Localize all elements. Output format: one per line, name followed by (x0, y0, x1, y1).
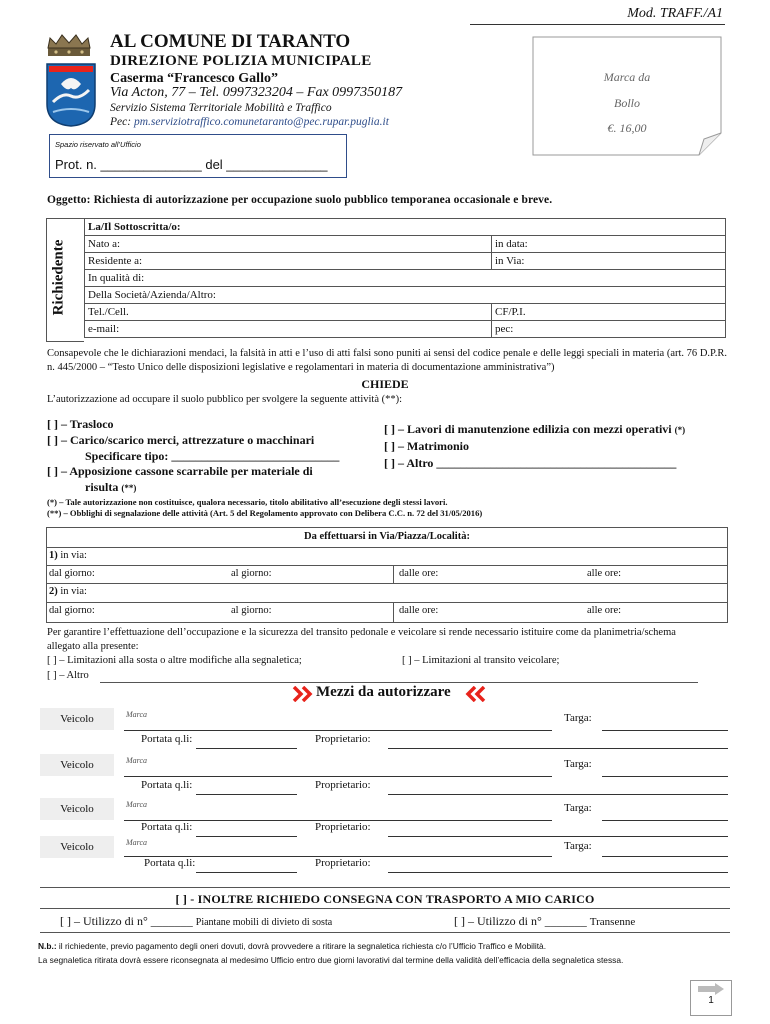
checkbox-limitazioni-sosta[interactable]: [ ] – Limitazioni alla sosta o altre modifiche alla segnaletica; (47, 655, 302, 666)
risulta-text: risulta (85, 480, 119, 494)
transenne-qty: [ ] – Utilizzo di n° _______ (454, 914, 590, 928)
row-rule-3 (47, 583, 727, 584)
proprietario-label: Proprietario: (315, 857, 371, 869)
via-2-num: 2) (49, 586, 58, 597)
transenne-label: Transenne (589, 916, 636, 928)
portata-field[interactable] (196, 748, 297, 749)
nato-field[interactable]: Nato a: (85, 236, 492, 253)
comune-title: AL COMUNE DI TARANTO (110, 31, 351, 52)
inoltre-rule-3 (40, 932, 730, 933)
autorizzazione-text: L’autorizzazione ad occupare il suolo pubblico per svolgere la seguente attività (**): (47, 394, 403, 405)
checkbox-trasloco[interactable]: [ ] – Trasloco (47, 417, 114, 431)
qualita-field[interactable]: In qualità di: (85, 270, 726, 287)
lavori-text: [ ] – Lavori di manutenzione edilizia con mezzi operativi (384, 422, 672, 436)
altro-line (100, 682, 698, 683)
caserma-line: Caserma “Francesco Gallo” (110, 71, 278, 86)
sottoscritta-label: La/Il Sottoscritta/o: (85, 219, 726, 236)
via-1-field[interactable] (49, 550, 87, 561)
veicolo-label: Veicolo (40, 754, 114, 776)
marca-label: Marca (126, 838, 148, 847)
portata-label: Portata q.li: (141, 821, 193, 833)
societa-field[interactable]: Della Società/Azienda/Altro: (85, 287, 726, 304)
via-2-label: in via: (57, 586, 87, 597)
targa-label: Targa: (564, 802, 592, 814)
veicolo-label: Veicolo (40, 798, 114, 820)
via-1-label: in via: (57, 550, 87, 561)
piantane-qty: [ ] – Utilizzo di n° _______ (60, 914, 196, 928)
residente-field[interactable]: Residente a: (85, 253, 492, 270)
pec-label: Pec: (110, 116, 134, 128)
address-line: Via Acton, 77 – Tel. 0997323204 – Fax 0997350187 (110, 85, 403, 100)
inoltre-rule-2 (40, 908, 730, 909)
alle-ore-1[interactable]: alle ore: (587, 568, 622, 579)
dal-giorno-2[interactable]: dal giorno: (49, 605, 95, 616)
lavori-mark: (*) (674, 425, 686, 435)
checkbox-carico-scarico[interactable]: [ ] – Carico/scarico merci, attrezzature o macchinari (47, 433, 315, 447)
via-2-field[interactable] (49, 586, 87, 597)
oggetto-line: Oggetto: Richiesta di autorizzazione per occupazione suolo pubblico temporanea occasionale e breve. (47, 194, 553, 206)
checkbox-inoltre-consegna[interactable]: [ ] - INOLTRE RICHIEDO CONSEGNA CON TRASPORTO A MIO CARICO (175, 892, 595, 906)
in-data-field[interactable]: in data: (492, 236, 726, 253)
targa-label: Targa: (564, 840, 592, 852)
garantire-text: Per garantire l’effettuazione dell’occupazione e la sicurezza del transito pedonale e veicolare si rende necessario istituire come da planimetria/schema allegato alla presente: (47, 627, 676, 652)
checkbox-matrimonio[interactable]: [ ] – Matrimonio (384, 439, 469, 453)
marca-label: Marca (126, 756, 148, 765)
checkbox-piantane[interactable] (60, 914, 332, 929)
top-rule (470, 24, 725, 25)
nb-text-1: il richiedente, previo pagamento degli oneri dovuti, dovrà provvedere a ritirare la segnaletica richiesta c/o l’Ufficio Traffico e Mobilità. (56, 941, 547, 951)
targa-field[interactable] (602, 730, 728, 731)
note-1: (*) – Tale autorizzazione non costituisce, qualora necessario, titolo abilitativo all’esecuzione degli stessi lavori. (47, 497, 448, 507)
dalle-ore-1[interactable]: dalle ore: (399, 568, 439, 579)
luogo-title: Da effettuarsi in Via/Piazza/Località: (304, 531, 470, 542)
portata-label: Portata q.li: (141, 779, 193, 791)
mod-label: Mod. TRAFF./A1 (627, 6, 723, 21)
servizio-line: Servizio Sistema Territoriale Mobilità e Traffico (110, 102, 332, 114)
chiede-title: CHIEDE (361, 377, 409, 391)
row-rule-4 (47, 602, 727, 603)
checkbox-limitazioni-transito[interactable]: [ ] – Limitazioni al transito veicolare; (402, 655, 560, 666)
proprietario-label: Proprietario: (315, 733, 371, 745)
col-rule-1 (393, 565, 394, 583)
vehicle-row-1 (0, 708, 770, 754)
checkbox-altro-attivita[interactable]: [ ] – Altro ________________________________________ (384, 456, 677, 470)
mezzi-title: Mezzi da autorizzare (316, 684, 451, 700)
richiedente-label: Richiedente (50, 239, 67, 316)
marca-da-bollo-box (532, 36, 722, 156)
bollo-line3: €. 16,00 (607, 121, 647, 135)
al-giorno-2[interactable]: al giorno: (231, 605, 272, 616)
via-1-num: 1) (49, 550, 58, 561)
al-giorno-1[interactable]: al giorno: (231, 568, 272, 579)
pec-field[interactable]: pec: (492, 321, 726, 338)
portata-label: Portata q.li: (141, 733, 193, 745)
marca-field[interactable] (124, 776, 552, 777)
vehicle-row-4 (0, 836, 770, 882)
checkbox-apposizione[interactable]: [ ] – Apposizione cassone scarrabile per materiale di (47, 464, 313, 478)
proprietario-field[interactable] (388, 794, 728, 795)
consapevole-text: Consapevole che le dichiarazioni mendaci, la falsità in atti e l’uso di atti falsi sono puniti ai sensi del codice penale e delle leggi speciali in materia (art. 76 D.P.R. n. 445/2000 – “Testo Unico delle disposizioni legislative e regolamentari in materia di documentazione amministrativa”) (47, 348, 727, 373)
cf-field[interactable]: CF/P.I. (492, 304, 726, 321)
pec-line (110, 116, 389, 128)
specificare-tipo-field[interactable]: Specificare tipo: ____________________________ (85, 449, 340, 463)
checkbox-lavori[interactable] (384, 422, 685, 437)
luogo-table (46, 527, 728, 623)
right-chevron-icon (292, 686, 316, 707)
piantane-label: Piantane mobili di divieto di sosta (195, 917, 333, 928)
marca-field[interactable] (124, 730, 552, 731)
coat-of-arms-icon (45, 62, 97, 128)
targa-field[interactable] (602, 820, 728, 821)
email-field[interactable]: e-mail: (85, 321, 492, 338)
proprietario-label: Proprietario: (315, 779, 371, 791)
nb-line-1 (38, 941, 546, 951)
page-number: 1 (708, 995, 714, 1006)
richiedente-table (84, 218, 726, 338)
ufficio-label: Spazio riservato all’Ufficio (55, 140, 141, 149)
marca-label: Marca (126, 710, 148, 719)
dal-giorno-1[interactable]: dal giorno: (49, 568, 95, 579)
targa-field[interactable] (602, 856, 728, 857)
risulta-mark: (**) (121, 483, 137, 493)
in-via-field[interactable]: in Via: (492, 253, 726, 270)
targa-label: Targa: (564, 712, 592, 724)
veicolo-label: Veicolo (40, 708, 114, 730)
inoltre-rule (40, 887, 730, 888)
crown-icon (44, 32, 94, 58)
portata-label: Portata q.li: (144, 857, 196, 869)
targa-label: Targa: (564, 758, 592, 770)
row-rule-2 (47, 565, 727, 566)
targa-field[interactable] (602, 776, 728, 777)
row-rule-1 (47, 547, 727, 548)
proprietario-field[interactable] (388, 748, 728, 749)
marca-label: Marca (126, 800, 148, 809)
vehicle-row-2 (0, 754, 770, 800)
richiedente-side (46, 218, 71, 342)
note-2: (**) – Obblighi di segnalazione delle attività (Art. 5 del Regolamento approvato con Delibera C.C. n. 72 del 31/05/2016) (47, 508, 483, 518)
risulta-line (85, 480, 136, 495)
protocol-field[interactable]: Prot. n. ______________ del ______________ (55, 157, 328, 172)
tel-field[interactable]: Tel./Cell. (85, 304, 492, 321)
bollo-line1: Marca da (603, 70, 651, 84)
veicolo-label: Veicolo (40, 836, 114, 858)
left-chevron-icon (462, 686, 486, 707)
bollo-line2: Bollo (614, 96, 640, 110)
checkbox-altro-segnaletica[interactable]: [ ] – Altro (47, 670, 89, 681)
dalle-ore-2[interactable]: dalle ore: (399, 605, 439, 616)
page-badge (690, 980, 732, 1016)
direzione-title: DIREZIONE POLIZIA MUNICIPALE (110, 53, 372, 69)
pec-link[interactable]: pm.serviziotraffico.comunetaranto@pec.rupar.puglia.it (133, 116, 389, 128)
table-spacer (70, 218, 84, 342)
ufficio-box (49, 134, 347, 178)
proprietario-label: Proprietario: (315, 821, 371, 833)
proprietario-field[interactable] (388, 872, 728, 873)
alle-ore-2[interactable]: alle ore: (587, 605, 622, 616)
portata-field[interactable] (196, 872, 297, 873)
portata-field[interactable] (196, 794, 297, 795)
checkbox-transenne[interactable] (454, 914, 635, 929)
nb-label: N.b.: (38, 941, 57, 951)
nb-line-2: La segnaletica ritirata dovrà essere riconsegnata al medesimo Ufficio entro due giorni lavorativi dal termine della validità dell’efficacia della segnaletica stessa. (38, 955, 624, 965)
col-rule-2 (393, 602, 394, 622)
